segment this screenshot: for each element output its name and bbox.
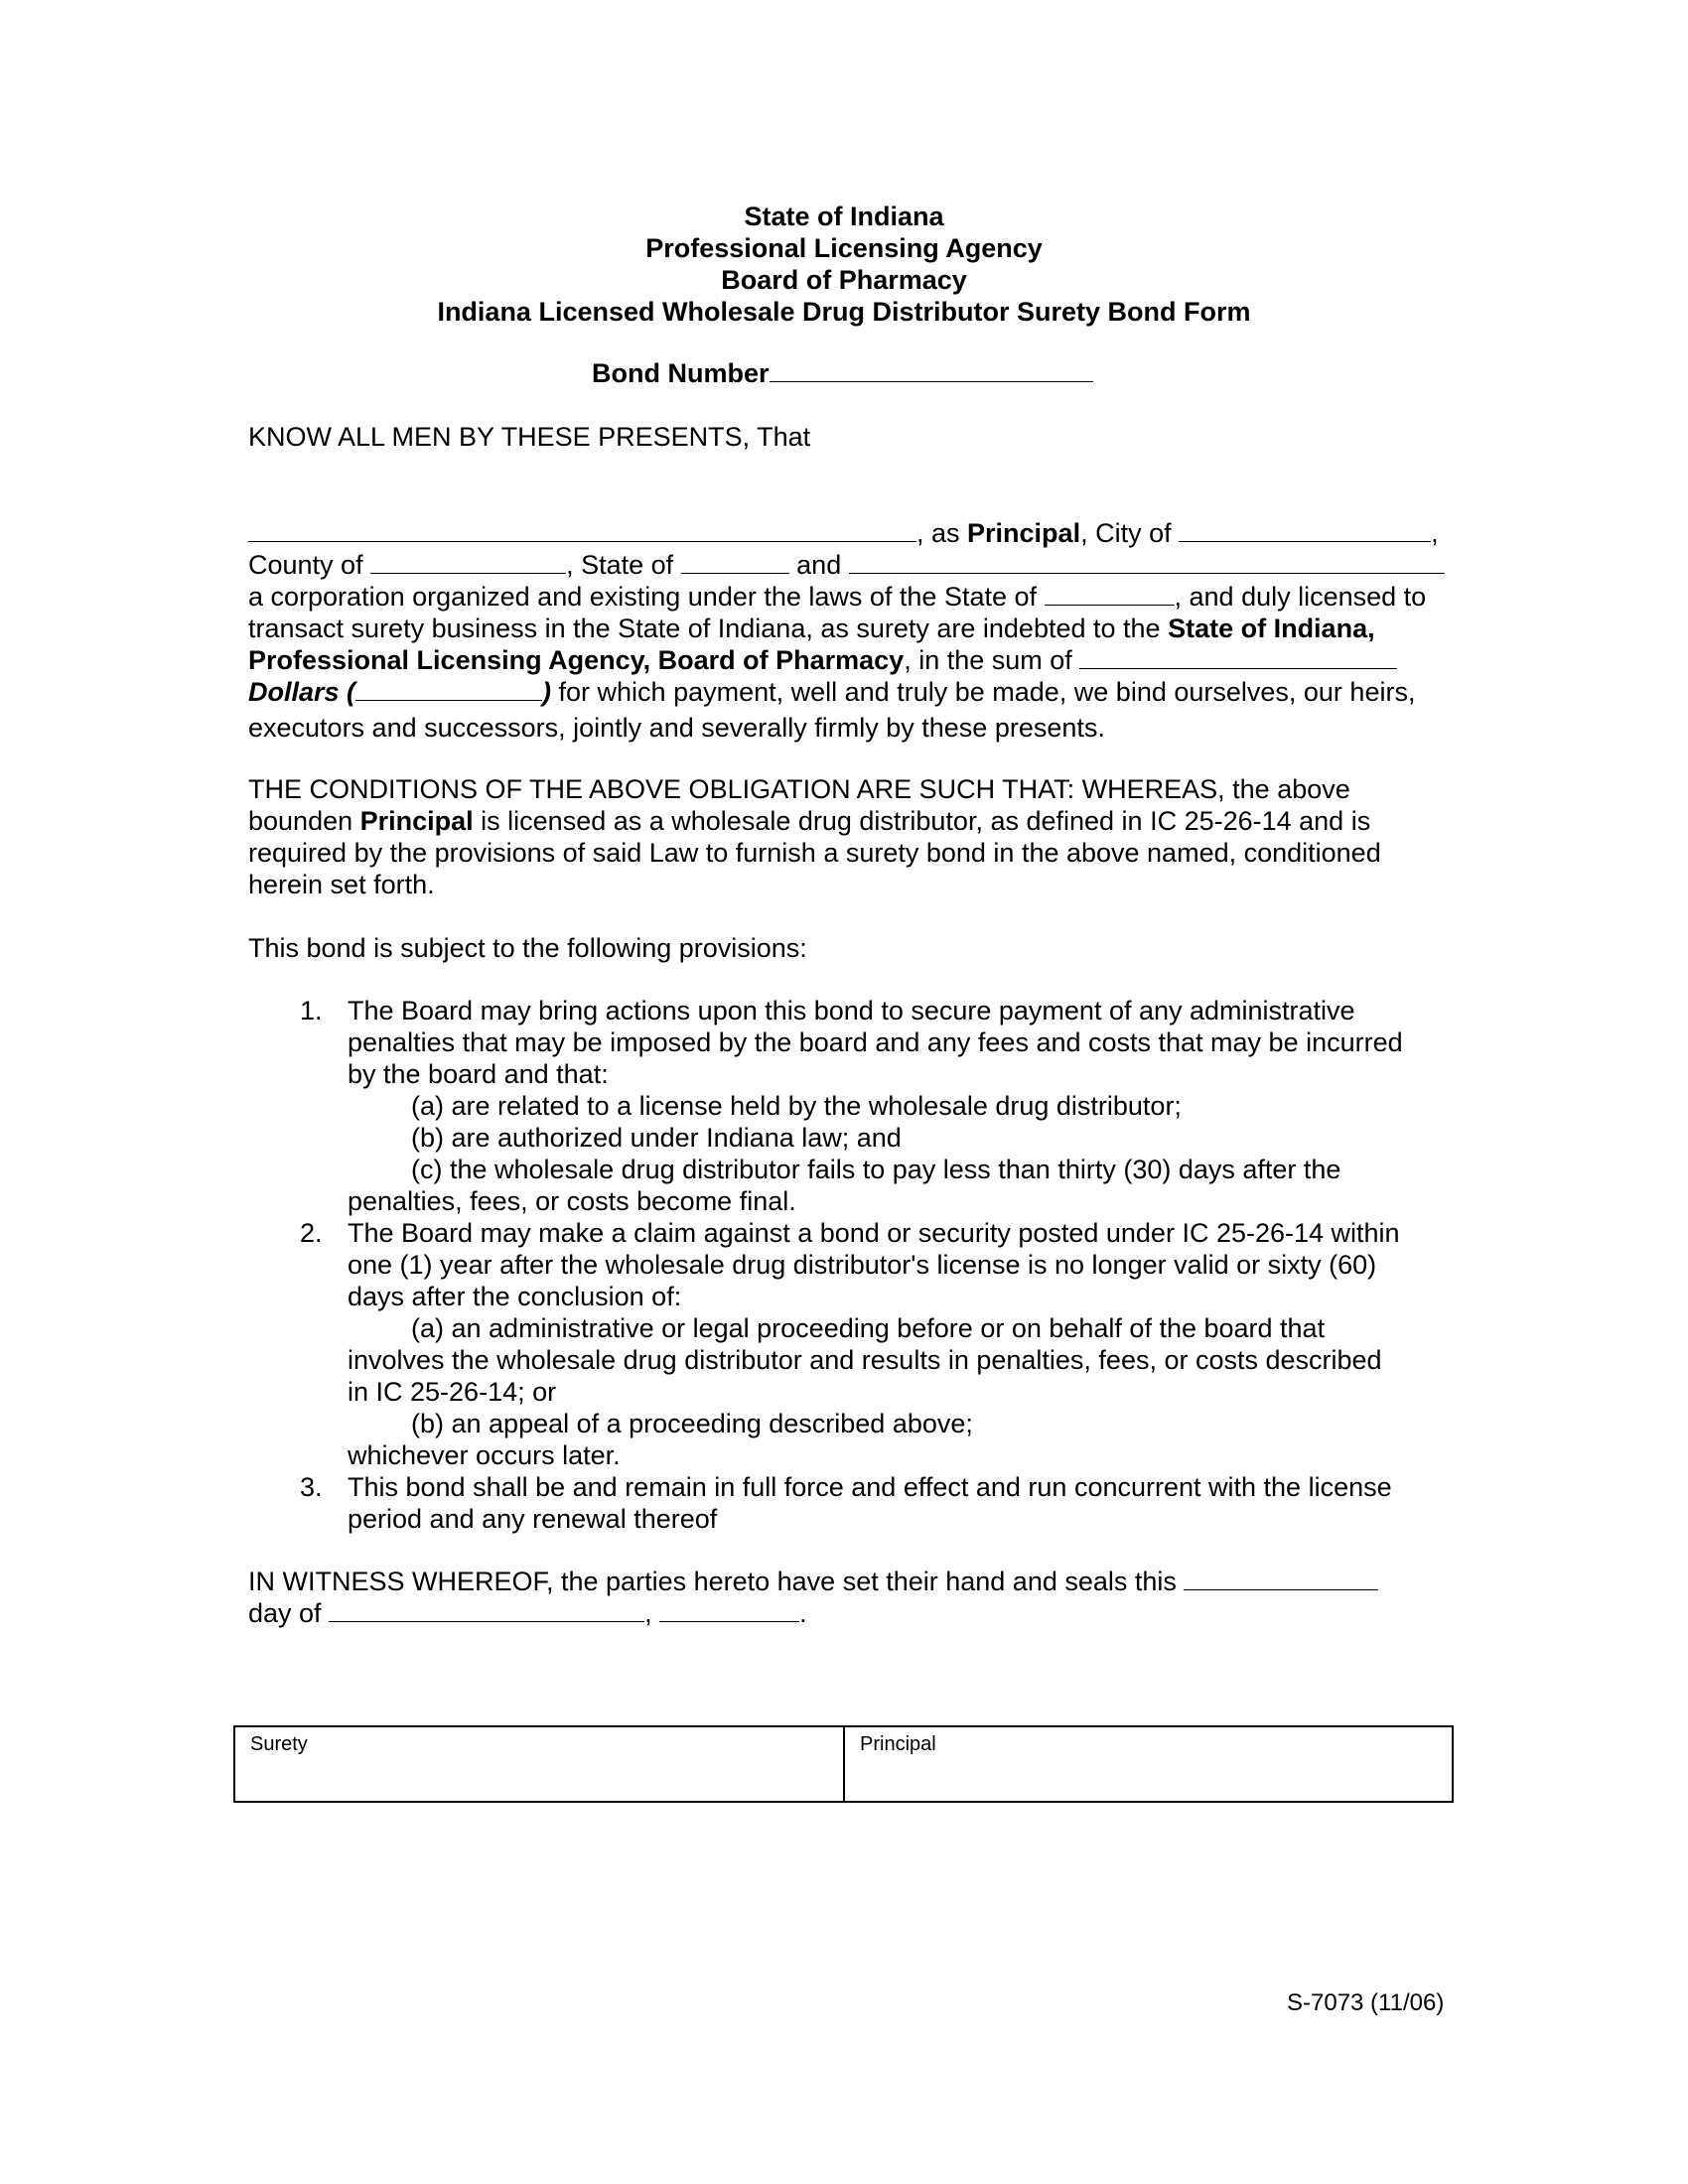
- form-number: S-7073 (11/06): [1287, 1989, 1445, 2016]
- bond-number-row: [592, 357, 1093, 389]
- intro-text: KNOW ALL MEN BY THESE PRESENTS, That: [248, 422, 811, 452]
- form-header: [0, 201, 1688, 328]
- header-state: State of Indiana: [744, 202, 944, 231]
- witness-line-2: day of , .: [248, 1598, 807, 1628]
- witness-day-field[interactable]: [1184, 1568, 1378, 1590]
- item-2-line-1: The Board may make a claim against a bond or security posted under IC 25-26-14 within: [348, 1218, 1400, 1248]
- item-2-a-cont-2: in IC 25-26-14; or: [348, 1377, 557, 1407]
- item-2-a-cont-1: involves the wholesale drug distributor and results in penalties, fees, or costs described: [348, 1345, 1382, 1375]
- item-1-c-cont: penalties, fees, or costs become final.: [348, 1186, 796, 1216]
- header-board: Board of Pharmacy: [721, 265, 967, 295]
- provisions-intro: This bond is subject to the following provisions:: [248, 933, 807, 963]
- state-field[interactable]: [681, 551, 789, 574]
- item-3-number: 3.: [300, 1472, 323, 1502]
- principal-line: , as Principal, City of ,: [248, 517, 1439, 549]
- item-1-b: (b) are authorized under Indiana law; and: [411, 1123, 902, 1153]
- surety-label: Surety: [250, 1733, 308, 1755]
- surety-name-field[interactable]: [849, 551, 1445, 574]
- item-2-b: (b) an appeal of a proceeding described above;: [411, 1409, 973, 1438]
- bond-number-field[interactable]: [770, 359, 1093, 382]
- signature-table: [233, 1725, 1454, 1803]
- corporation-line: a corporation organized and existing under the laws of the State of , and duly licensed to: [248, 582, 1427, 612]
- conditions-line-2: bounden Principal is licensed as a wholesale drug distributor, as defined in IC 25-26-14 and is: [248, 806, 1371, 836]
- sum-amount-field[interactable]: [355, 678, 542, 701]
- principal-label: Principal: [860, 1733, 936, 1755]
- header-form-title: Indiana Licensed Wholesale Drug Distributor Surety Bond Form: [437, 297, 1251, 327]
- county-field[interactable]: [370, 551, 566, 574]
- conditions-line-1: THE CONDITIONS OF THE ABOVE OBLIGATION ARE SUCH THAT: WHEREAS, the above: [248, 774, 1350, 804]
- city-field[interactable]: [1179, 519, 1431, 542]
- item-3-line-2: period and any renewal thereof: [348, 1504, 718, 1534]
- item-2-a: (a) an administrative or legal proceeding before or on behalf of the board that: [411, 1313, 1326, 1343]
- county-line: County of , State of and: [248, 549, 1445, 581]
- header-agency: Professional Licensing Agency: [645, 233, 1043, 263]
- corporation-state-field[interactable]: [1045, 583, 1175, 606]
- item-2-end: whichever occurs later.: [348, 1440, 621, 1470]
- item-1-line-1: The Board may bring actions upon this bond to secure payment of any administrative: [348, 996, 1355, 1025]
- bond-number-label: Bond Number: [592, 358, 770, 388]
- sum-words-field[interactable]: [1079, 646, 1397, 669]
- surety-business-line: transact surety business in the State of Indiana, as surety are indebted to the State of Indiana,: [248, 614, 1375, 643]
- executors-line: executors and successors, jointly and severally firmly by these presents.: [248, 713, 1105, 743]
- item-3-line-1: This bond shall be and remain in full force and effect and run concurrent with the license: [348, 1472, 1392, 1502]
- item-2-line-2: one (1) year after the wholesale drug distributor's license is no longer valid or sixty (60): [348, 1250, 1377, 1280]
- item-1-a: (a) are related to a license held by the wholesale drug distributor;: [411, 1091, 1182, 1121]
- surety-signature-cell[interactable]: [235, 1727, 845, 1801]
- item-1-number: 1.: [300, 996, 323, 1025]
- item-1-c: (c) the wholesale drug distributor fails to pay less than thirty (30) days after the: [411, 1155, 1341, 1184]
- sum-line: Professional Licensing Agency, Board of Pharmacy, in the sum of: [248, 644, 1397, 676]
- item-2-line-3: days after the conclusion of:: [348, 1282, 682, 1311]
- item-1-line-3: by the board and that:: [348, 1059, 609, 1089]
- witness-month-field[interactable]: [329, 1599, 644, 1622]
- principal-signature-cell[interactable]: [845, 1727, 1454, 1801]
- item-2-number: 2.: [300, 1218, 323, 1248]
- witness-year-field[interactable]: [659, 1599, 799, 1622]
- item-1-line-2: penalties that may be imposed by the board and any fees and costs that may be incurred: [348, 1027, 1403, 1057]
- witness-line-1: IN WITNESS WHEREOF, the parties hereto have set their hand and seals this: [248, 1566, 1378, 1597]
- principal-name-field[interactable]: [248, 519, 916, 542]
- conditions-line-4: herein set forth.: [248, 870, 435, 899]
- dollars-line: Dollars ( ) for which payment, well and truly be made, we bind ourselves, our heirs,: [248, 677, 1416, 707]
- conditions-line-3: required by the provisions of said Law to furnish a surety bond in the above named, conditioned: [248, 838, 1381, 868]
